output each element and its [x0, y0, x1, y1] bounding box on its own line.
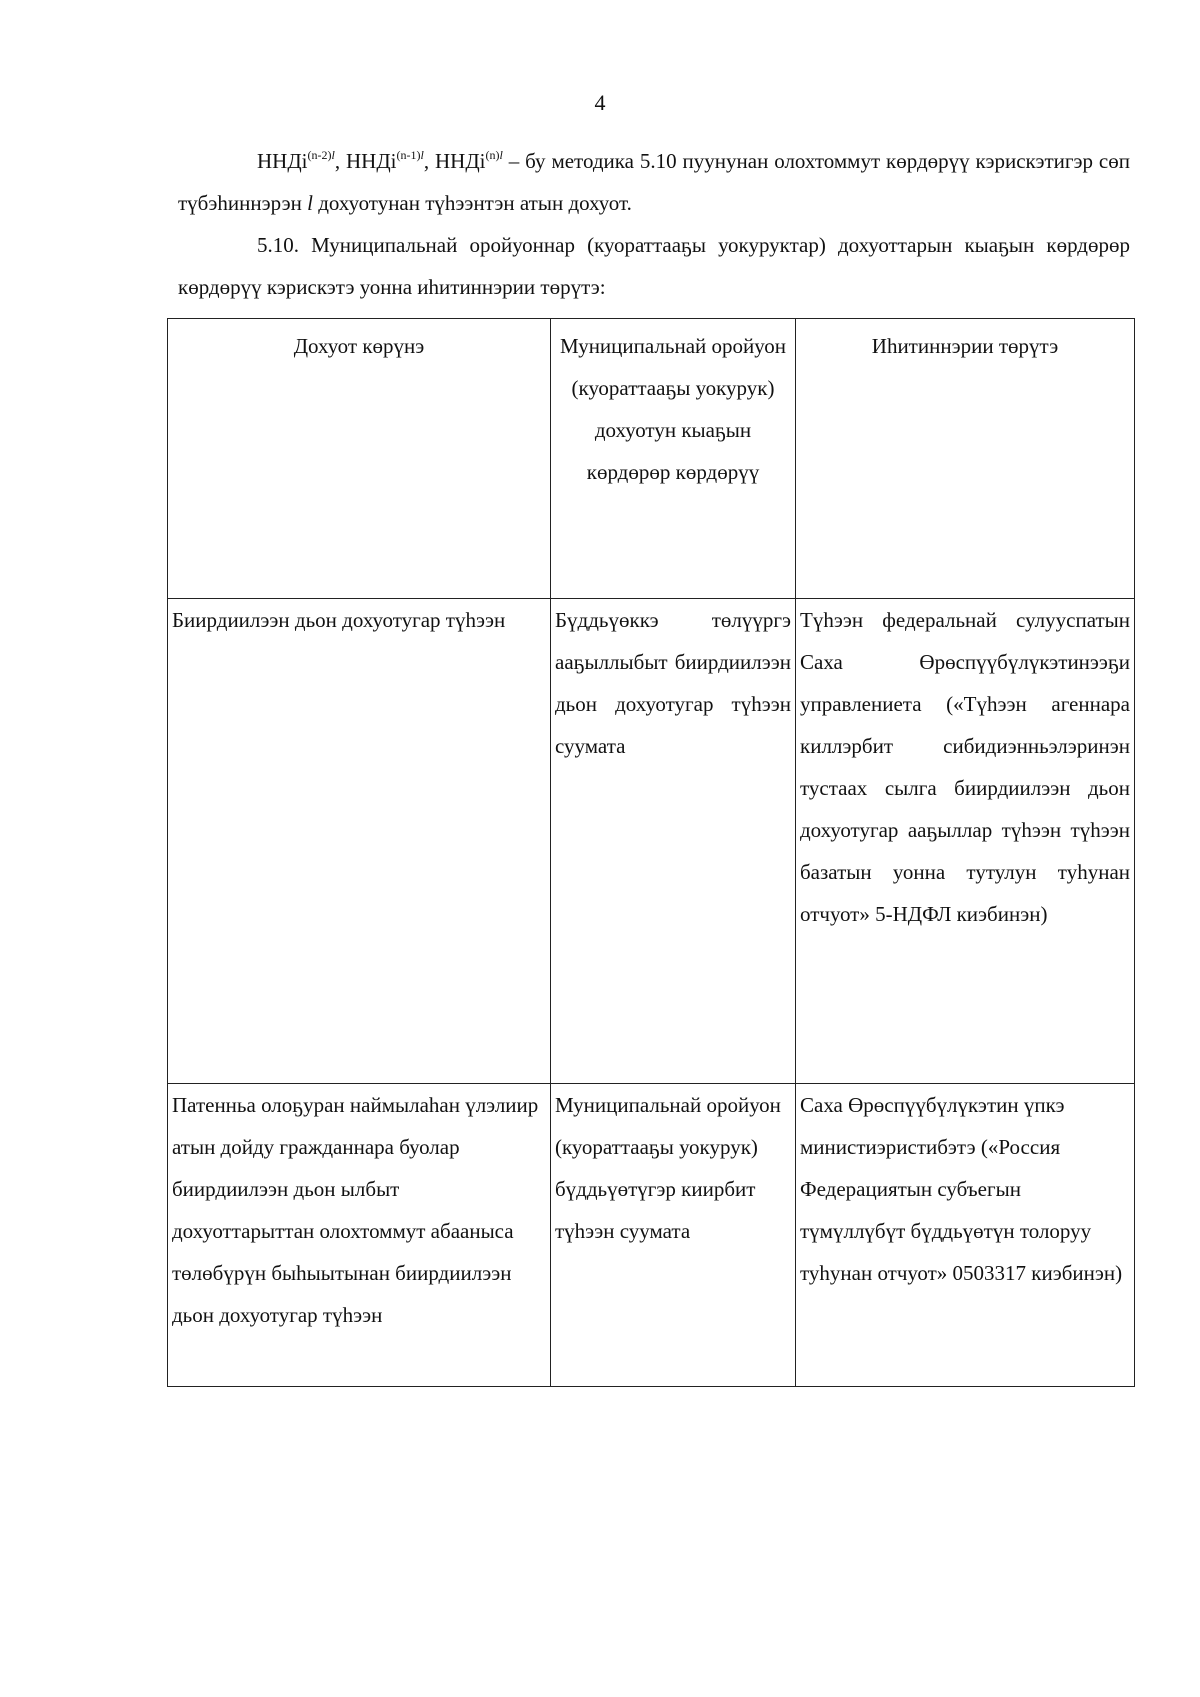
indicators-table	[167, 318, 1135, 1387]
table-row	[168, 599, 1135, 1084]
header-information-source: Иhитиннэрии төрүтэ	[796, 319, 1135, 599]
table-cell: Патенньа олоҕуран наймылаhан үлэлиир атын дойду гражданнара буолар биирдиилээн дьон ылбыт дохуоттарыттан олохтоммут абааныса төлөбүрүн быhыытынан биирдиилээн дьон дохуотугар түhээн	[168, 1084, 551, 1387]
table-cell: Түhээн федеральнай сулууспатын Саха Өрөспүүбүлүкэтинээҕи управлениета («Түhээн агеннара киллэрбит сибидиэнньэлэринэн тустаах сылга биирдиилээн дьон дохуотугар ааҕыллар түhээн түhээн базатын уонна тутулун туhунан отчуот» 5-НДФЛ киэбинэн)	[796, 599, 1135, 1084]
paragraph-section-5-10: 5.10. Муниципальнай оройуоннар (куораттааҕы уокуруктар) дохуоттарын кыаҕын көрдөрөр көрдөрүү кэрискэтэ уонна иhитиннэрии төрүтэ:	[178, 233, 1130, 299]
paragraph-definition: ННДi$^{(n-2)l}$, ННДi$^{(n-1)l}$, ННДi$^{(n)l}$ – бу методика 5.10 пуунунан олохтоммут көрдөрүү кэрискэтигэр сөп түбэhиннэрэн l дохуотунан түhээнтэн атын дохуот.	[178, 148, 1130, 215]
table-cell: Биирдиилээн дьон дохуотугар түhээн	[168, 599, 551, 1084]
table-row	[168, 1084, 1135, 1387]
table-header-row	[168, 319, 1135, 599]
table-cell: Муниципальнай оройуон (куораттааҕы уокурук) бүддьүөтүгэр киирбит түhээн суумата	[551, 1084, 796, 1387]
page-number: 4	[594, 90, 606, 115]
header-income-type: Дохуот көрүнэ	[168, 319, 551, 599]
header-municipal-indicator: Муниципальнай оройуон (куораттааҕы уокурук) дохуотун кыаҕын көрдөрөр көрдөрүү	[551, 319, 796, 599]
table-cell: Саха Өрөспүүбүлүкэтин үпкэ министиэристибэтэ («Россия Федерациятын субъегын түмүллүбүт бүддьүөтүн толоруу туhунан отчуот» 0503317 киэбинэн)	[796, 1084, 1135, 1387]
table-cell: Бүддьүөккэ төлүүргэ ааҕыллыбыт биирдиилээн дьон дохуотугар түhээн суумата	[551, 599, 796, 1084]
